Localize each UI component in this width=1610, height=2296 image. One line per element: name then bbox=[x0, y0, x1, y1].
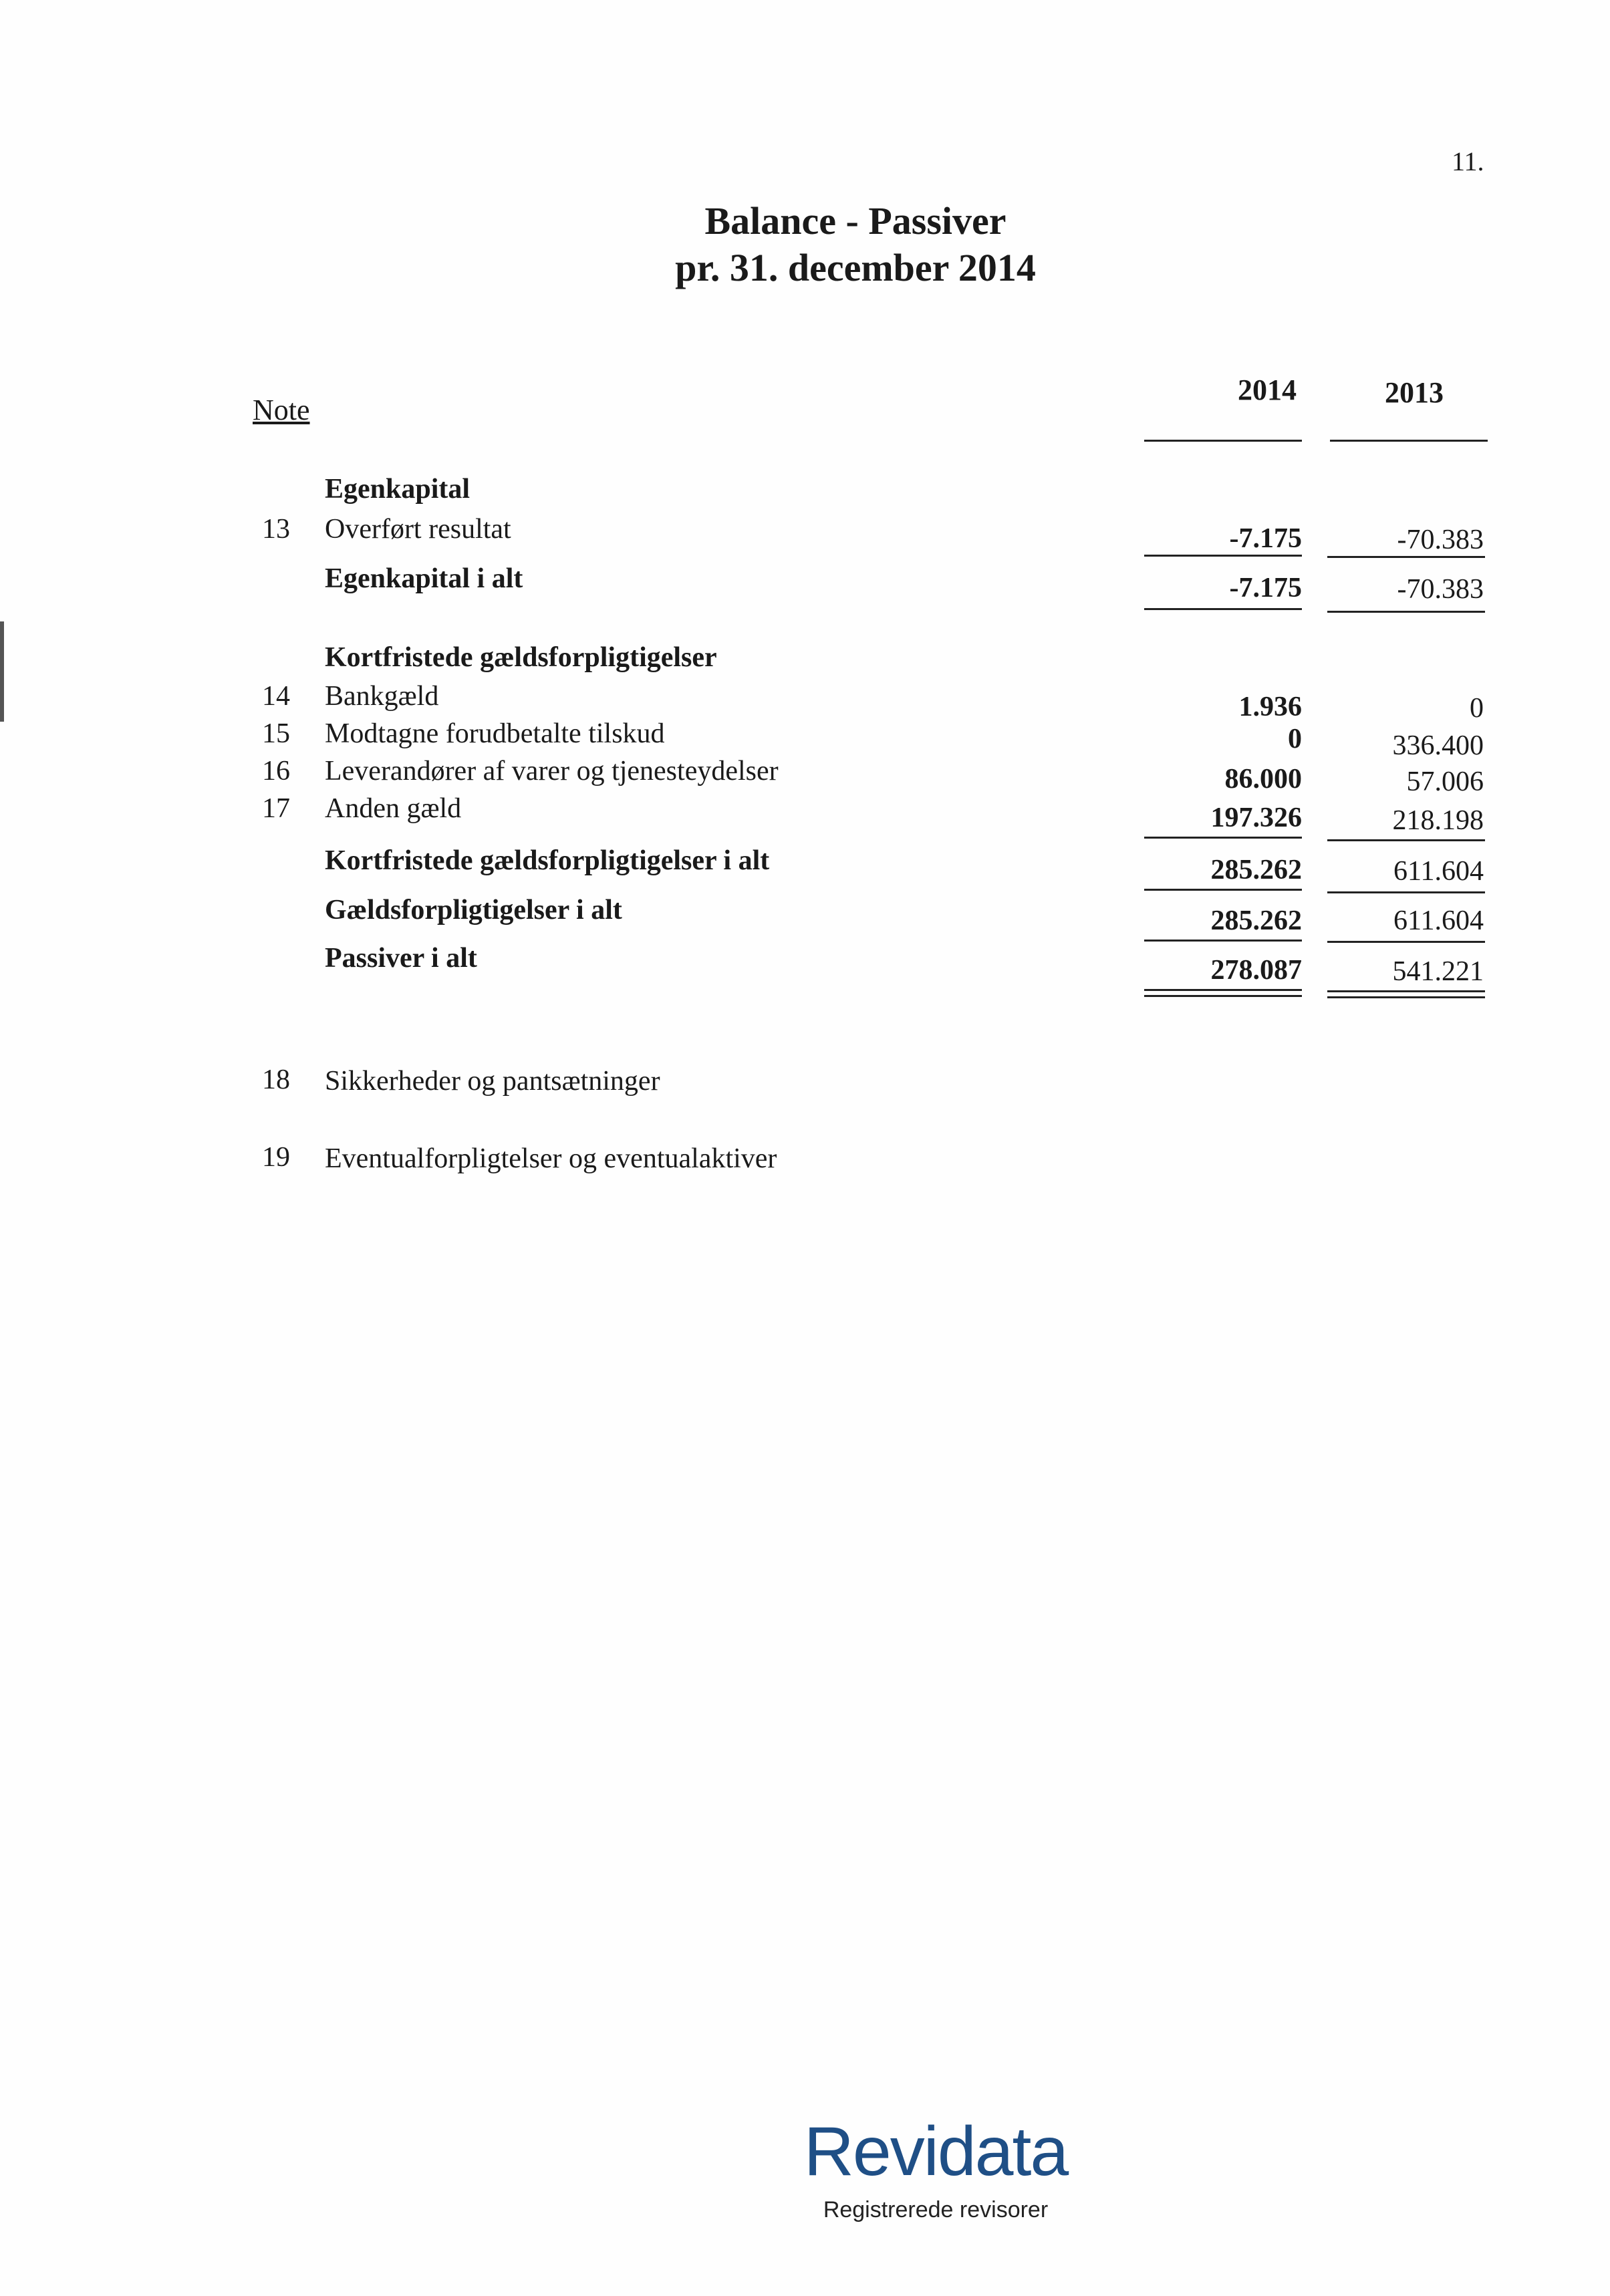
note-label-eventualforpligtelser: Eventualforpligtelser og eventualaktiver bbox=[325, 1143, 777, 1174]
value-2013: -70.383 bbox=[1397, 574, 1484, 605]
value-2013: 336.400 bbox=[1392, 730, 1484, 761]
value-2014: -7.175 bbox=[1229, 523, 1302, 554]
total-rule-2013 bbox=[1327, 839, 1485, 841]
row-label-gaeldsforpligtigelser-i-alt: Gældsforpligtigelser i alt bbox=[325, 895, 622, 925]
value-2014: 86.000 bbox=[1224, 764, 1302, 795]
column-header-2014: 2014 bbox=[1238, 374, 1297, 406]
column-header-2013: 2013 bbox=[1385, 376, 1444, 409]
section-heading-egenkapital: Egenkapital bbox=[325, 474, 471, 505]
note-number: 19 bbox=[262, 1142, 290, 1173]
value-2014: 0 bbox=[1288, 724, 1302, 754]
header-rule-2014 bbox=[1144, 440, 1302, 442]
value-2013: 541.221 bbox=[1392, 956, 1484, 987]
value-2014: -7.175 bbox=[1229, 573, 1302, 603]
note-number: 15 bbox=[262, 718, 290, 749]
row-label-overfoert-resultat: Overført resultat bbox=[325, 514, 511, 545]
total-rule-2014 bbox=[1144, 608, 1302, 610]
row-label-anden-gaeld: Anden gæld bbox=[325, 793, 462, 824]
row-label-leverandoerer: Leverandører af varer og tjenesteydelser bbox=[325, 756, 779, 786]
revidata-logo bbox=[0, 2113, 1610, 2223]
page-number: 11. bbox=[1452, 146, 1484, 176]
scan-margin-mark bbox=[0, 621, 4, 722]
grand-total-double-rule-2013 bbox=[1327, 990, 1485, 998]
row-label-bankgaeld: Bankgæld bbox=[325, 681, 439, 712]
note-label-sikkerheder: Sikkerheder og pantsætninger bbox=[325, 1066, 660, 1097]
row-label-egenkapital-i-alt: Egenkapital i alt bbox=[325, 563, 523, 594]
total-rule-2014 bbox=[1144, 837, 1302, 839]
value-2013: 218.198 bbox=[1392, 805, 1484, 836]
total-rule-2014 bbox=[1144, 555, 1302, 557]
total-rule-2013 bbox=[1327, 556, 1485, 558]
value-2013: 611.604 bbox=[1393, 905, 1484, 936]
value-2014: 197.326 bbox=[1210, 803, 1302, 833]
note-number: 13 bbox=[262, 514, 290, 545]
logo-wordmark: Revidata bbox=[803, 2113, 1068, 2190]
value-2013: 57.006 bbox=[1406, 766, 1484, 797]
note-number: 18 bbox=[262, 1064, 290, 1095]
note-number: 14 bbox=[262, 681, 290, 712]
total-rule-2013 bbox=[1327, 941, 1485, 943]
value-2013: 611.604 bbox=[1393, 856, 1484, 887]
value-2014: 1.936 bbox=[1238, 692, 1302, 722]
row-label-kortfristede-i-alt: Kortfristede gældsforpligtigelser i alt bbox=[325, 845, 770, 876]
value-2013: -70.383 bbox=[1397, 525, 1484, 555]
header-rule-2013 bbox=[1330, 440, 1488, 442]
row-label-passiver-i-alt: Passiver i alt bbox=[325, 943, 477, 974]
total-rule-2014 bbox=[1144, 889, 1302, 891]
total-rule-2013 bbox=[1327, 891, 1485, 893]
page-subtitle: pr. 31. december 2014 bbox=[675, 246, 1036, 289]
section-heading-kortfristede: Kortfristede gældsforpligtigelser bbox=[325, 642, 717, 673]
total-rule-2014 bbox=[1144, 940, 1302, 942]
value-2014: 285.262 bbox=[1210, 855, 1302, 885]
note-number: 17 bbox=[262, 793, 290, 824]
value-2014: 278.087 bbox=[1210, 955, 1302, 986]
value-2014: 285.262 bbox=[1210, 905, 1302, 936]
logo-tagline: Registrerede revisorer bbox=[823, 2197, 1049, 2222]
grand-total-double-rule-2014 bbox=[1144, 989, 1302, 997]
row-label-modtagne-forudbetalte-tilskud: Modtagne forudbetalte tilskud bbox=[325, 718, 665, 749]
total-rule-2013 bbox=[1327, 611, 1485, 613]
value-2013: 0 bbox=[1470, 693, 1484, 724]
note-column-header: Note bbox=[253, 394, 310, 426]
page-title: Balance - Passiver bbox=[704, 199, 1007, 243]
note-number: 16 bbox=[262, 756, 290, 786]
